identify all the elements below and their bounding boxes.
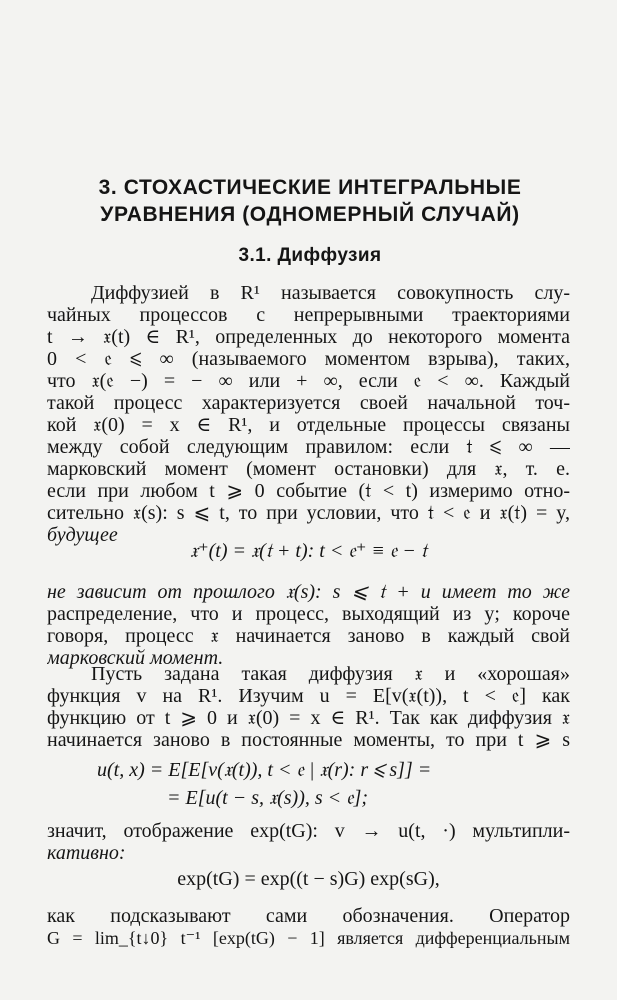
text-line: t → 𝔵(t) ∈ R¹, определенных до некоторого момента <box>47 326 570 348</box>
text-line: что 𝔵(𝔢 −) = − ∞ или + ∞, если 𝔢 < ∞. Каждый <box>47 370 570 392</box>
paragraph-diffusion-definition <box>47 282 570 546</box>
formula-line: exp(tG) = exp((t − s)G) exp(sG), <box>177 868 440 890</box>
section-title: 3.1. Диффузия <box>238 245 382 266</box>
text-line: 0 < 𝔢 ⩽ ∞ (называемого моментом взрыва), таких, <box>47 348 570 370</box>
paragraph-good-function <box>47 663 570 751</box>
text-line: функция v на R¹. Изучим u = E[v(𝔵(t)), t < 𝔢] как <box>47 685 570 707</box>
text-line: кой 𝔵(0) = x ∈ R¹, и отдельные процессы связаны <box>47 414 570 436</box>
paragraph-markov-property <box>47 581 570 669</box>
chapter-title <box>60 174 560 228</box>
chapter-title-line-2: УРАВНЕНИЯ (ОДНОМЕРНЫЙ СЛУЧАЙ) <box>100 203 520 226</box>
text-line: Диффузией в R¹ называется совокупность слу- <box>91 282 570 304</box>
text-line: значит, отображение exp(tG): v → u(t, ·) мультипли- <box>47 820 570 842</box>
text-line: будущее <box>47 524 118 546</box>
formula-line: u(t, x) = E[E[v(𝔵(t)), t < 𝔢 | 𝔵(r): r ⩽ s]] = <box>97 759 432 781</box>
text-line: марковский момент. <box>47 647 224 669</box>
text-line: кативно: <box>47 842 126 864</box>
formula-line: 𝔵⁺(t) = 𝔵(𝔱 + t): t < 𝔢⁺ ≡ 𝔢 − 𝔱 <box>189 540 428 562</box>
text-line: функцию от t ⩾ 0 и 𝔵(0) = x ∈ R¹. Так как диффузия 𝔵 <box>47 707 570 729</box>
text-line: как подсказывают сами обозначения. Оператор <box>47 905 570 927</box>
text-line: между собой следующим правилом: если 𝔱 ⩽ ∞ — <box>47 436 570 458</box>
text-line: распределение, что и процесс, выходящий из y; короче <box>47 603 570 625</box>
paragraph-operator <box>47 905 570 949</box>
formula-exponential <box>47 868 570 890</box>
text-line: марковский момент (момент остановки) для 𝔵, т. е. <box>47 458 570 480</box>
text-line: сительно 𝔵(s): s ⩽ t, то при условии, что 𝔱 < 𝔢 и 𝔵(𝔱) = y, <box>47 502 570 524</box>
formula-expectation <box>47 759 570 809</box>
text-line: говоря, процесс 𝔵 начинается заново в каждый свой <box>47 625 570 647</box>
text-line: начинается заново в постоянные моменты, то при t ⩾ s <box>47 729 570 751</box>
paragraph-multiplicative <box>47 820 570 864</box>
formula-future-process <box>47 540 570 562</box>
formula-line: = E[u(t − s, 𝔵(s)), s < 𝔢]; <box>167 787 369 809</box>
text-line: такой процесс характеризуется своей начальной точ- <box>47 392 570 414</box>
text-line: если при любом t ⩾ 0 событие (𝔱 < t) измеримо отно- <box>47 480 570 502</box>
text-line: Пусть задана такая диффузия 𝔵 и «хорошая» <box>91 663 570 685</box>
chapter-title-line-1: 3. СТОХАСТИЧЕСКИЕ ИНТЕГРАЛЬНЫЕ <box>98 176 522 199</box>
text-line: чайных процессов с непрерывными траекториями <box>47 304 570 326</box>
text-line: G = lim_{t↓0} t⁻¹ [exp(tG) − 1] является дифференциальным <box>47 928 570 948</box>
text-line: не зависит от прошлого 𝔵(s): s ⩽ 𝔱 + и имеет то же <box>47 581 570 603</box>
